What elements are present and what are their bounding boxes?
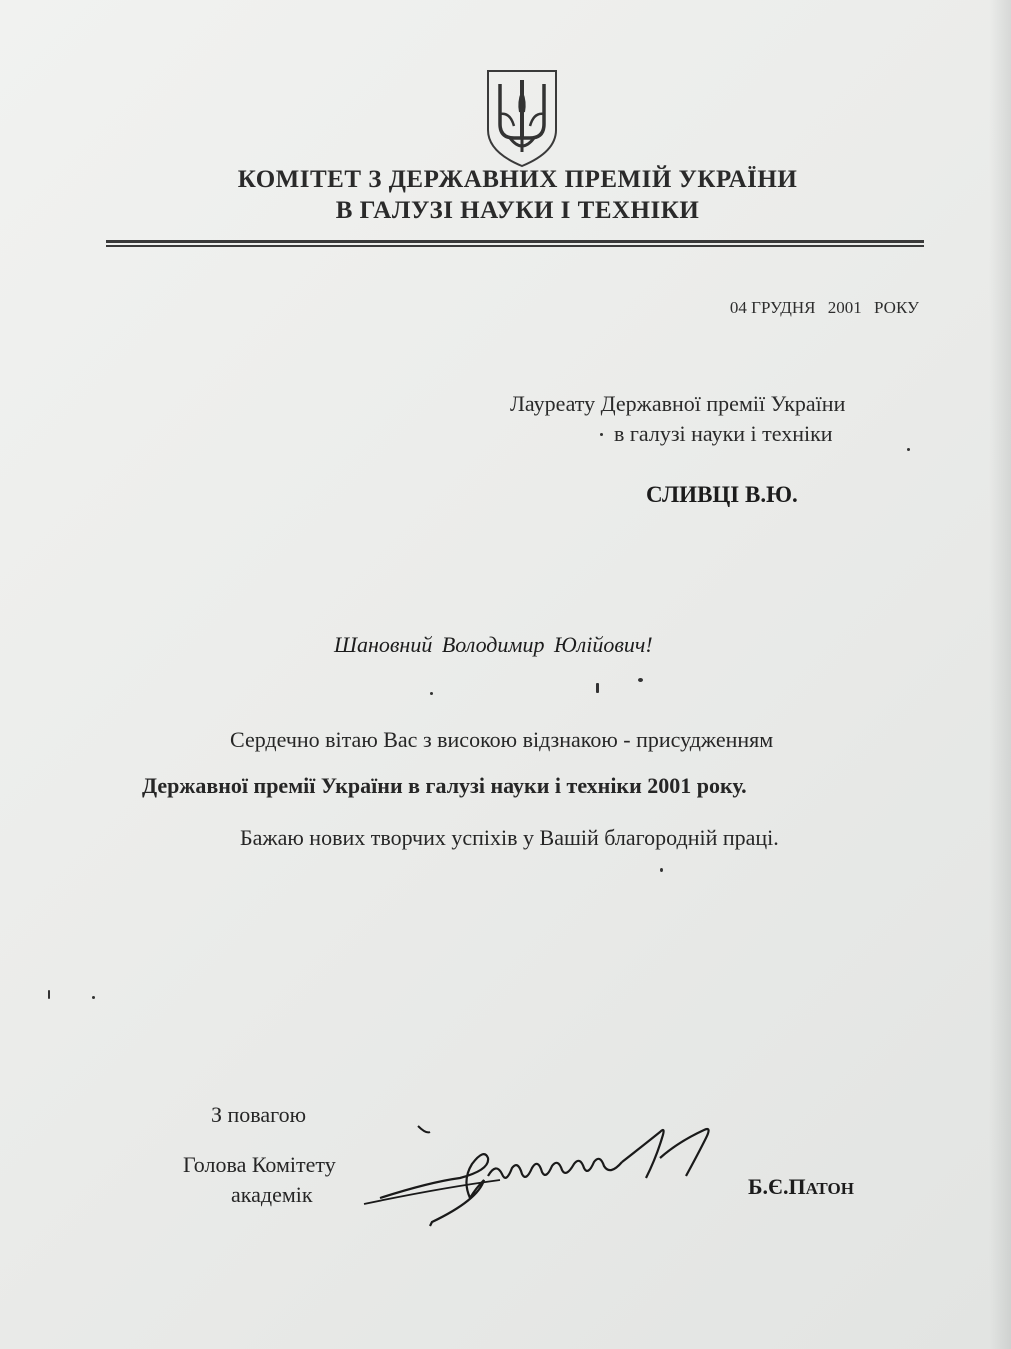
letterhead-double-rule bbox=[106, 240, 924, 249]
body-line-2: Державної премії України в галузі науки і техніки 2001 року. bbox=[142, 773, 747, 798]
committee-name-line-2: В ГАЛУЗІ НАУКИ І ТЕХНІКИ bbox=[335, 197, 700, 224]
date-suffix: РОКУ bbox=[874, 298, 919, 317]
addressee-line-1: Лауреату Державної премії України bbox=[510, 391, 846, 416]
ink-speck bbox=[638, 678, 643, 682]
salutation: Шановний Володимир Юлійович! bbox=[334, 632, 653, 657]
ink-speck bbox=[48, 990, 50, 999]
signer-name-initials: Б.Є.П bbox=[748, 1174, 806, 1199]
addressee-line-2: в галузі науки і техніки bbox=[614, 421, 833, 446]
ink-speck bbox=[92, 996, 95, 999]
letter-date bbox=[730, 298, 919, 318]
body-line-1: Сердечно вітаю Вас з високою відзнакою - присудженням bbox=[230, 727, 774, 752]
date-year: 2001 bbox=[827, 298, 862, 317]
signer-name bbox=[748, 1174, 854, 1200]
ink-speck bbox=[596, 683, 599, 693]
signer-title: Голова Комітету bbox=[183, 1152, 336, 1177]
closing-regards: З повагою bbox=[211, 1102, 307, 1127]
committee-name-line-1: КОМІТЕТ З ДЕРЖАВНИХ ПРЕМІЙ УКРАЇНИ bbox=[237, 166, 798, 193]
signer-name-rest: АТОН bbox=[805, 1179, 854, 1198]
addressee-name: СЛИВЦІ В.Ю. bbox=[646, 482, 798, 507]
body-line-3: Бажаю нових творчих успіхів у Вашій благородній праці. bbox=[240, 825, 779, 850]
date-day: 04 bbox=[729, 298, 747, 317]
ink-speck bbox=[430, 692, 433, 695]
signer-rank: академік bbox=[231, 1182, 313, 1207]
handwritten-signature bbox=[360, 1118, 720, 1228]
ink-speck bbox=[600, 433, 603, 436]
date-month: ГРУДНЯ bbox=[751, 298, 816, 317]
trident-emblem-icon bbox=[484, 68, 560, 168]
ink-speck bbox=[660, 868, 663, 872]
ink-speck bbox=[907, 448, 910, 451]
